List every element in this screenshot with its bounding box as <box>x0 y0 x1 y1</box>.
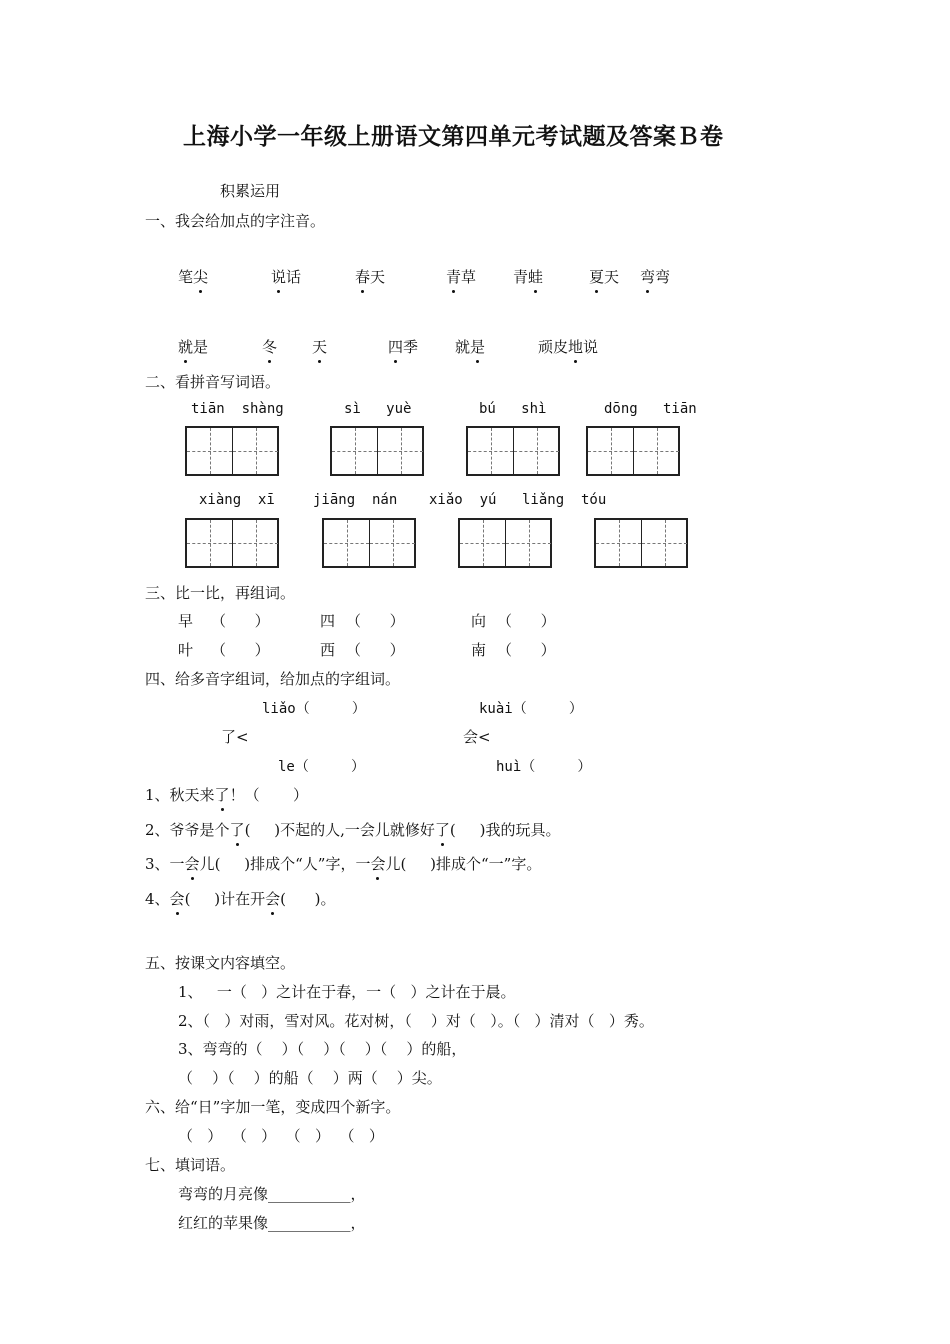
polyphone-reading: kuài（ ） <box>479 701 583 717</box>
answer-blank[interactable]: （ ） <box>211 641 270 659</box>
writing-grid[interactable] <box>185 426 279 476</box>
fill-line: 弯弯的月亮像___________， <box>178 1185 366 1203</box>
pinyin-prompt: xiàng xī <box>199 492 275 508</box>
polyphone-reading: le（ ） <box>278 759 366 775</box>
fill-line: 1、 一（ ）之计在于春，一（ ）之计在于晨。 <box>178 983 516 1001</box>
s1-word: 青蛙 <box>513 268 544 286</box>
fill-line: （ ）（ ）的船（ ）两（ ）尖。 <box>178 1069 442 1087</box>
answer-blank[interactable]: （ ） <box>497 641 556 659</box>
section-5-heading: 五、按课文内容填空。 <box>145 954 296 972</box>
s1-word: 春天 <box>355 268 386 286</box>
pinyin-prompt: dōng tiān <box>604 401 697 417</box>
answer-blank[interactable]: （ ） <box>346 641 405 659</box>
subtitle: 积累运用 <box>220 182 281 200</box>
s1-word: 就是 <box>178 338 209 356</box>
compare-char: 向 <box>471 612 487 630</box>
writing-grid[interactable] <box>322 518 416 568</box>
answer-blanks[interactable]: （ ） （ ） （ ） （ ） <box>178 1127 384 1145</box>
polyphone-reading: liǎo（ ） <box>262 701 366 717</box>
polyphone-reading: huì（ ） <box>496 759 592 775</box>
compare-char: 叶 <box>178 641 194 659</box>
section-3-heading: 三、比一比，再组词。 <box>145 584 296 602</box>
s1-word: 天 <box>312 338 328 356</box>
polyphone-char: 会< <box>463 728 491 746</box>
pinyin-prompt: xiǎo yú <box>429 492 497 508</box>
section-4-heading: 四、给多音字组词，给加点的字组词。 <box>145 670 401 688</box>
compare-char: 四 <box>320 612 336 630</box>
compare-char: 早 <box>178 612 194 630</box>
compare-char: 南 <box>471 641 487 659</box>
fill-line: 3、弯弯的（ ）（ ）（ ）（ ）的船， <box>178 1040 467 1058</box>
s1-word: 笔尖 <box>178 268 209 286</box>
s1-word: 四季 <box>388 338 419 356</box>
question-4: 4、会( )计在开会( )。 <box>145 890 336 908</box>
s1-word: 弯弯 <box>640 268 671 286</box>
s1-word: 顽皮地说 <box>538 338 599 356</box>
polyphone-char: 了< <box>221 728 249 746</box>
pinyin-prompt: sì yuè <box>344 401 412 417</box>
pinyin-prompt: liǎng tóu <box>522 492 607 508</box>
fill-line: 2、（ ）对雨，雪对风。花对树，（ ）对（ ）。（ ）清对（ ）秀。 <box>178 1012 654 1030</box>
s1-word: 夏天 <box>589 268 620 286</box>
s1-word: 青草 <box>446 268 477 286</box>
fill-line: 红红的苹果像___________， <box>178 1214 366 1232</box>
section-2-heading: 二、看拼音写词语。 <box>145 373 281 391</box>
section-7-heading: 七、填词语。 <box>145 1156 236 1174</box>
compare-char: 西 <box>320 641 336 659</box>
page-title: 上海小学一年级上册语文第四单元考试题及答案Ｂ卷 <box>183 123 724 150</box>
s1-word: 说话 <box>271 268 302 286</box>
answer-blank[interactable]: （ ） <box>211 612 270 630</box>
writing-grid[interactable] <box>586 426 680 476</box>
writing-grid[interactable] <box>330 426 424 476</box>
question-3: 3、一会儿( )排成个“人”字，一会儿( )排成个“一”字。 <box>145 855 542 873</box>
pinyin-prompt: jiāng nán <box>313 492 398 508</box>
writing-grid[interactable] <box>594 518 688 568</box>
pinyin-prompt: tiān shàng <box>191 401 284 417</box>
answer-blank[interactable]: （ ） <box>497 612 556 630</box>
writing-grid[interactable] <box>458 518 552 568</box>
question-1: 1、秋天来了！（ ） <box>145 786 308 804</box>
pinyin-prompt: bú shì <box>479 401 547 417</box>
question-2: 2、爷爷是个了( )不起的人,一会儿就修好了( )我的玩具。 <box>145 821 561 839</box>
writing-grid[interactable] <box>466 426 560 476</box>
s1-word: 就是 <box>455 338 486 356</box>
s1-word: 冬 <box>262 338 278 356</box>
writing-grid[interactable] <box>185 518 279 568</box>
section-1-heading: 一、我会给加点的字注音。 <box>145 212 326 230</box>
answer-blank[interactable]: （ ） <box>346 612 405 630</box>
section-6-heading: 六、给“日”字加一笔，变成四个新字。 <box>145 1098 401 1116</box>
